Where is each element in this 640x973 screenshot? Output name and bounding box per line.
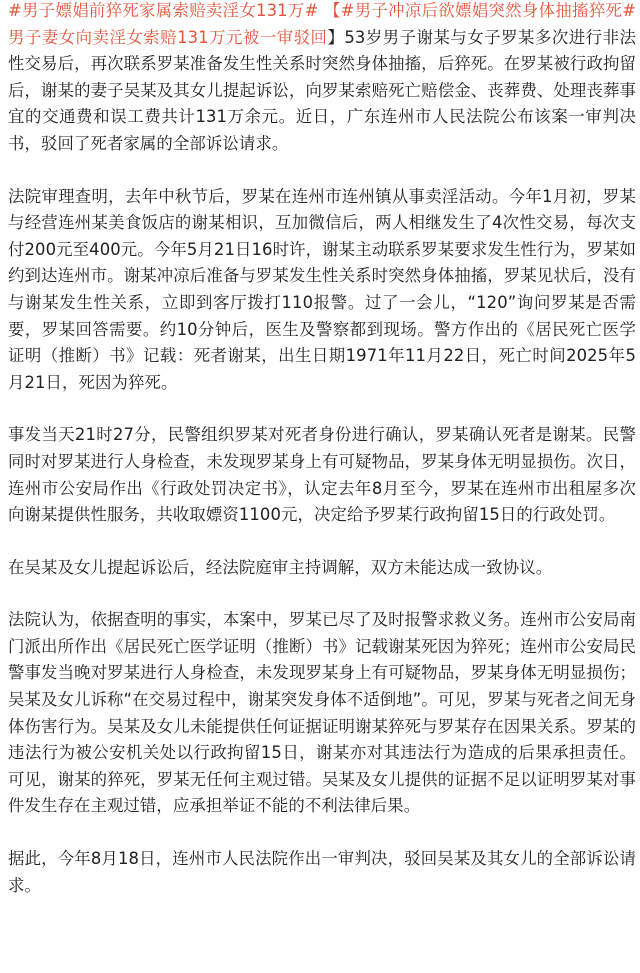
hashtag-link-1[interactable]: #男子嫖娼前猝死家属索赔卖淫女131万# [8, 1, 319, 20]
hashtag-link-3[interactable]: # 男子妻女向卖淫女索赔131万元被一审驳回 [8, 1, 636, 47]
intro-paragraph [8, 0, 636, 158]
intro-text: 】53岁男子谢某与女子罗某多次进行非法性交易后，再次联系罗某准备发生性关系时突然身体抽搐，后猝死。在罗某被行政拘留后，谢某的妻子吴某及其女儿提起诉讼，向罗某索赔死亡赔偿金、丧葬费、处理丧葬事宜的交通费和误工费共计131万余元。近日，广东连州市人民法院公布该案一审判决书，驳回了死者家属的全部诉讼请求。 [8, 27, 636, 153]
paragraph-judgment: 据此，今年8月18日，连州市人民法院作出一审判决，驳回吴某及其女儿的全部诉讼请求。 [8, 849, 636, 895]
hashtag-link-2[interactable]: 【#男子冲凉后欲嫖娼突然身体抽搐猝死 [323, 1, 623, 20]
paragraph-court-opinion: 法院认为，依据查明的事实，本案中，罗某已尽了及时报警求救义务。连州市公安局南门派出所作出《居民死亡医学证明（推断）书》记载谢某死因为猝死；连州市公安局民警事发当晚对罗某进行人身检查，未发现罗某身上有可疑物品，罗某身体无明显损伤；吴某及女儿诉称“在交易过程中，谢某突发身体不适倒地”。可见，罗某与死者之间无身体伤害行为。吴某及女儿未能提供任何证据证明谢某猝死与罗某存在因果关系。罗某的违法行为被公安机关处以行政拘留15日，谢某亦对其违法行为造成的后果承担责任。可见，谢某的猝死，罗某无任何主观过错。吴某及女儿提供的证据不足以证明罗某对事件发生存在主观过错，应承担举证不能的不利法律后果。 [8, 610, 636, 816]
paragraph-mediation: 在吴某及女儿提起诉讼后，经法院庭审主持调解，双方未能达成一致协议。 [8, 557, 553, 577]
paragraph-findings: 法院审理查明，去年中秋节后，罗某在连州市连州镇从事卖淫活动。今年1月初，罗某与经营连州某美食饭店的谢某相识，互加微信后，两人相继发生了4次性交易，每次支付200元至400元。今年5月21日16时许，谢某主动联系罗某要求发生性行为，罗某如约到达连州市。谢某冲凉后准备与罗某发生性关系时突然身体抽搐，罗某见状后，没有与谢某发生性关系，立即到客厅拨打110报警。过了一会儿，“120”询问罗某是否需要，罗某回答需要。约10分钟后，医生及警察都到现场。警方作出的《居民死亡医学证明（推断）书》记载：死者谢某，出生日期1971年11月22日，死亡时间2025年5月21日，死因为猝死。 [8, 186, 636, 392]
article-body [8, 0, 636, 925]
paragraph-incident-day: 事发当天21时27分，民警组织罗某对死者身份进行确认，罗某确认死者是谢某。民警同时对罗某进行人身检查，未发现罗某身上有可疑物品，罗某身体无明显损伤。次日，连州市公安局作出《行政处罚决定书》，认定去年8月至今，罗某在连州市出租屋多次向谢某提供性服务，共收取嫖资1100元，决定给予罗某行政拘留15日的行政处罚。 [8, 425, 636, 525]
